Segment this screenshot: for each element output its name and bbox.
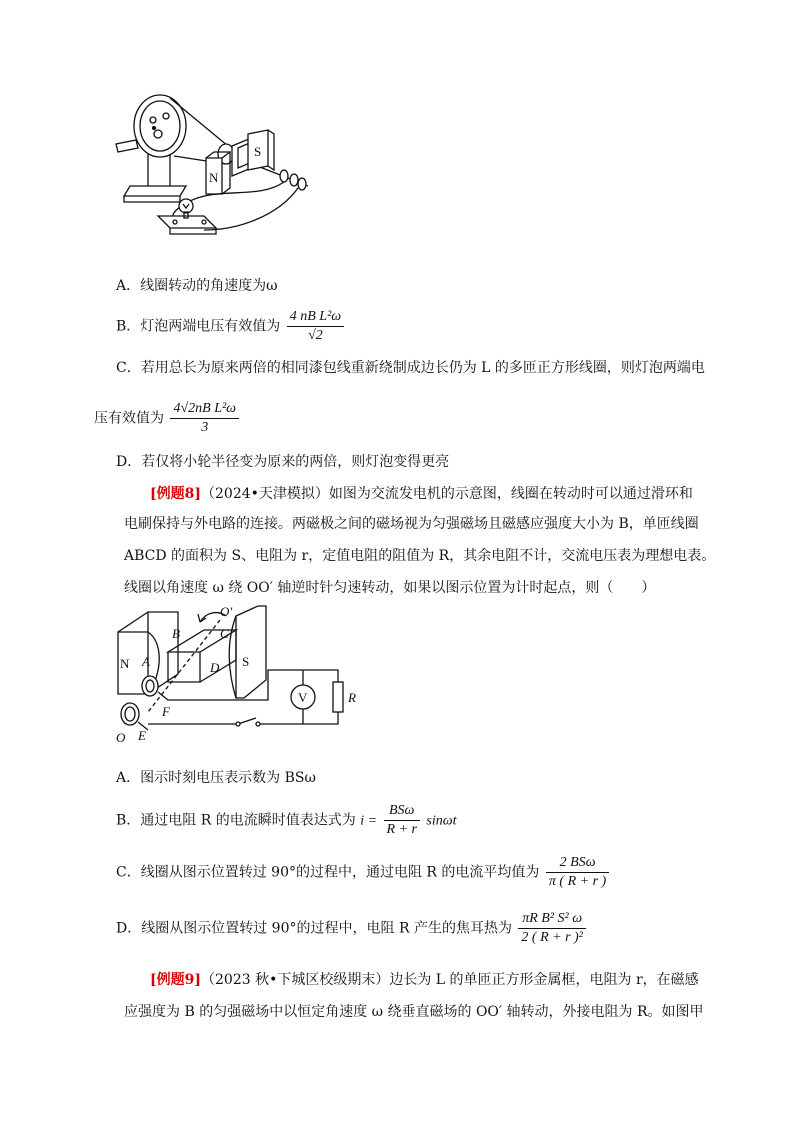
- example8-line2: 电刷保持与外电路的连接。两磁极之间的磁场视为匀强磁场且磁感应强度大小为 B，单匝线圈: [124, 516, 699, 532]
- q7-option-c: C．若用总长为原来两倍的相同漆包线重新绕制成边长仍为 L 的多匝正方形线圈，则灯泡两端电: [116, 360, 705, 376]
- label-d: D: [210, 660, 220, 675]
- q8-option-a: A．图示时刻电压表示数为 BSω: [116, 770, 316, 786]
- label-s: S: [242, 654, 250, 669]
- example8-line4: 线圈以角速度 ω 绕 OO′ 轴逆时针匀速转动，如果以图示位置为计时起点，则（ ）: [124, 580, 656, 596]
- label-f: F: [162, 704, 170, 719]
- magnet-n-label: N: [209, 170, 219, 185]
- q8-option-c: C．线圈从图示位置转过 90°的过程中，通过电阻 R 的电流平均值为 $\frac{\text{2 BSω}}{\pi ( R + r )}$: [116, 854, 611, 891]
- q8-d-formula: $\frac{\text{πR B² S² ω}}{\text{2 ( R + r )²}}$: [518, 910, 585, 947]
- label-b: B: [172, 626, 180, 641]
- label-n: N: [120, 656, 130, 671]
- label-a: A: [142, 654, 150, 669]
- example9-line1: [例题9]（2023 秋•下城区校级期末）边长为 L 的单匝正方形金属框，电阻为 r，在磁感: [150, 972, 699, 988]
- label-o: O: [116, 730, 126, 745]
- q7-b-formula: $\frac{\text{4 nB L²ω}}{√2}$: [287, 308, 344, 345]
- q8-b-formula: $\frac{\text{BSω}}{R + r}$: [384, 802, 420, 839]
- label-e: E: [138, 728, 146, 743]
- example9-tag: [例题9]: [150, 972, 201, 988]
- example9-line2: 应强度为 B 的匀强磁场中以恒定角速度 ω 绕垂直磁场的 OO′ 轴转动，外接电阻为 R。如图甲: [124, 1004, 704, 1020]
- q7-option-d: D．若仅将小轮半径变为原来的两倍，则灯泡变得更亮: [116, 454, 450, 470]
- example8-tag: [例题8]: [150, 486, 201, 502]
- q8-option-d: D．线圈从图示位置转过 90°的过程中，电阻 R 产生的焦耳热为 $\frac{\text{πR B² S² ω}}{\text{2 ( R + r )²}}$: [116, 910, 588, 947]
- label-r: R: [348, 690, 356, 705]
- q8-c-formula: $\frac{\text{2 BSω}}{\pi ( R + r )}$: [546, 854, 609, 891]
- magnet-s-label: S: [254, 144, 262, 159]
- label-c: C: [220, 626, 229, 641]
- q7-option-b: B．灯泡两端电压有效值为 $\frac{\text{4 nB L²ω}}{√2}$: [116, 308, 346, 345]
- generator-figure: [108, 90, 328, 250]
- q7-c-formula: $\frac{\text{4√2nB L²ω}}{3}$: [170, 400, 239, 437]
- label-v: V: [298, 690, 308, 705]
- ac-generator-figure: [108, 602, 368, 752]
- label-o-prime: O′: [220, 604, 233, 619]
- q8-option-b: B．通过电阻 R 的电流瞬时值表达式为 i = $\frac{\text{BSω}}{R + r}$ sinωt: [116, 803, 457, 837]
- example8-line3: ABCD 的面积为 S、电阻为 r，定值电阻的阻值为 R，其余电阻不计，交流电压表为理想电表。: [124, 548, 716, 564]
- example8-line1: [例题8]（2024•天津模拟）如图为交流发电机的示意图，线圈在转动时可以通过滑环和: [150, 486, 693, 502]
- q7-option-c-cont: 压有效值为 $\frac{\text{4√2nB L²ω}}{3}$: [94, 400, 241, 437]
- q7-option-a: A．线圈转动的角速度为ω: [116, 278, 278, 294]
